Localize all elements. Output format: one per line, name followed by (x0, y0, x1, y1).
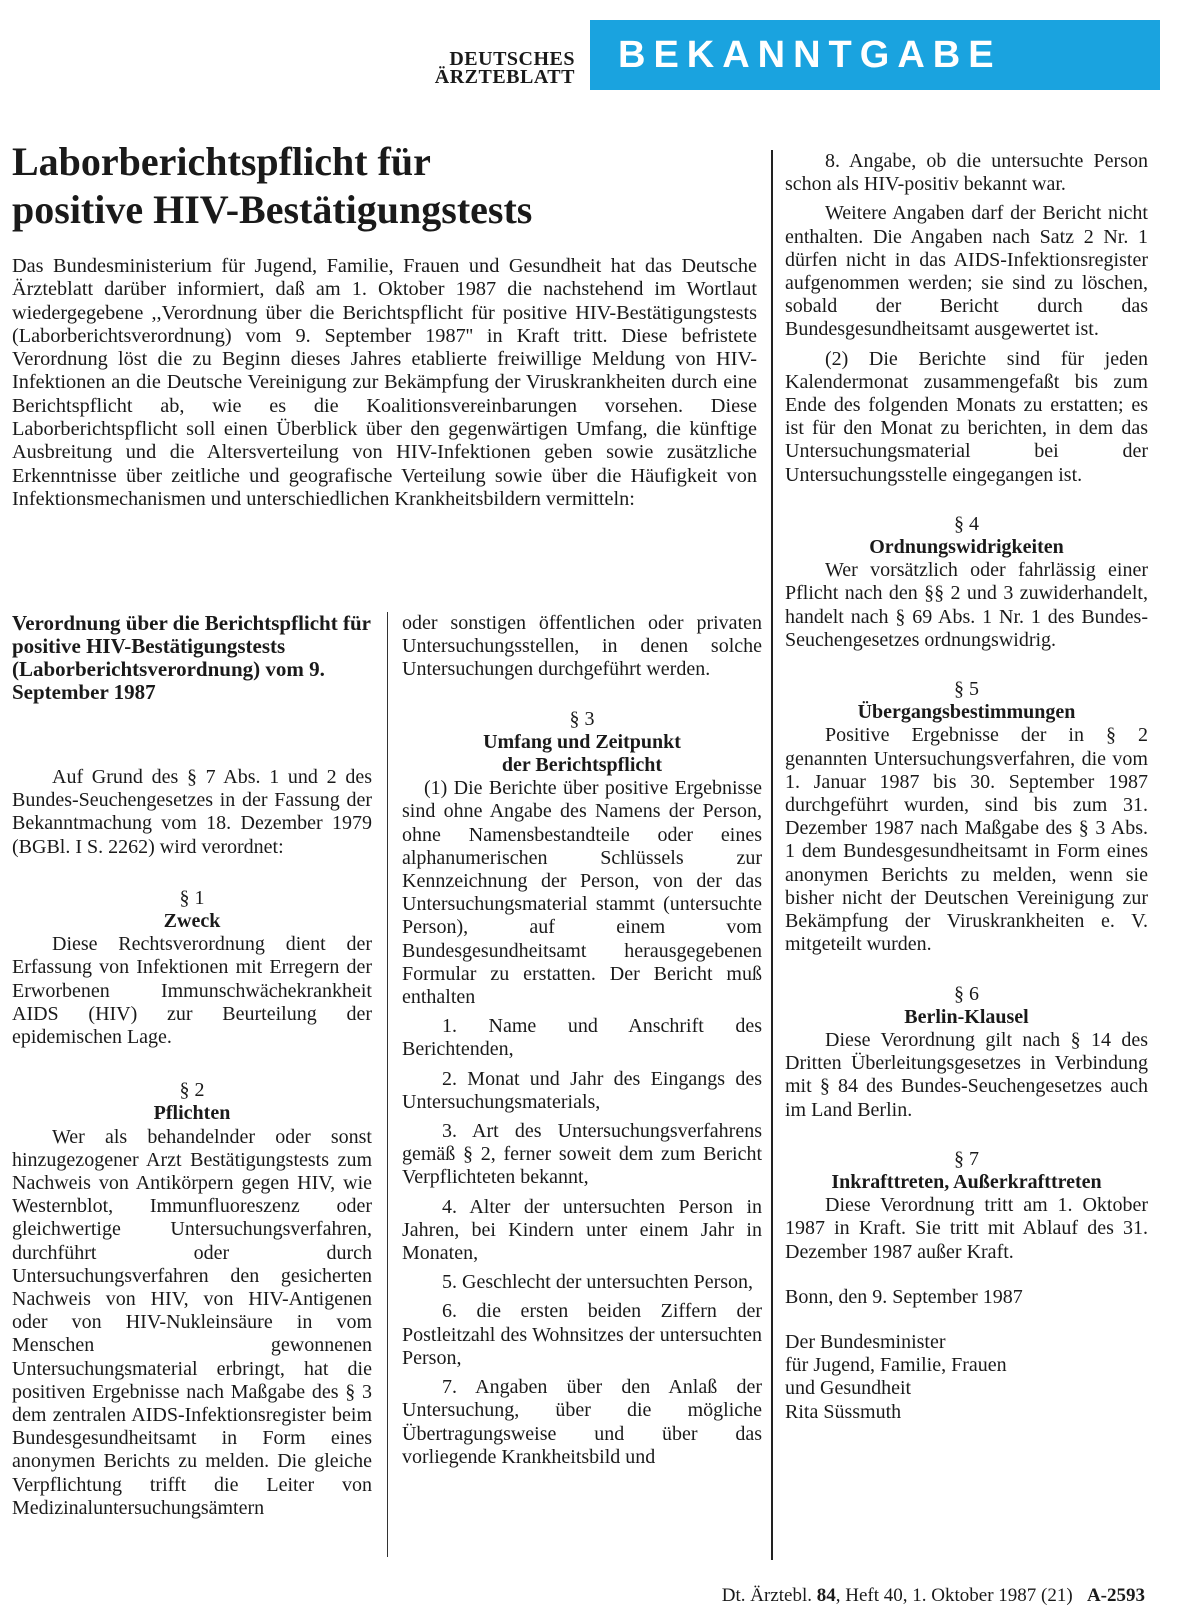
column-2 (402, 612, 762, 1469)
title-line-1: Laborberichtspflicht für (12, 139, 431, 184)
section-7-number: § 7 (954, 1147, 979, 1170)
list-item: 5. Geschlecht der untersuchten Person, (442, 1271, 754, 1294)
section-1-text: Diese Rechtsverordnung dient der Erfassung von Infektionen mit Erregern der Erworbenen Immunschwächekrankheit AIDS (HIV) zur Beurteilung der epidemischen Lage. (12, 933, 372, 1049)
section-6-title: Berlin-Klausel (904, 1005, 1029, 1028)
list-item: 7. Angaben über den Anlaß der Untersuchung, über die mögliche Übertragungsweise und über das vorliegende Krankheitsbild und (402, 1376, 762, 1468)
list-item: 6. die ersten beiden Ziffern der Postleitzahl des Wohnsitzes der untersuchten Person, (402, 1300, 762, 1369)
section-5-text: Positive Ergebnisse der in § 2 genannten Untersuchungsverfahren, die vom 1. Januar 1987 bis 30. September 1987 durchgeführt wurden, sind bis zum 31. Dezember 1987 nach Maßgabe des § 3 Abs. 1 dem Bundesgesundheitsamt in Form eines anonymen Berichts zu melden, wenn sie bisher nicht der Deutschen Vereinigung zur Bekämpfung der Viruskrankheiten e. V. mitgeteilt wurden. (785, 724, 1148, 956)
section-banner (590, 20, 1160, 90)
section-3-number: § 3 (569, 707, 595, 730)
section-3-para-1: (1) Die Berichte über positive Ergebnisse sind ohne Angabe des Namens der Person, ohne Namensbestandteile oder eines alphanumerischen Schlüssels zur Kennzeichnung der Person, von der das Untersuchungsmaterial stammt (untersuchte Person), auf einem vom Bundesgesundheitsamt herausgegebenen Formular zu erstatten. Der Bericht muß enthalten (402, 777, 762, 1009)
title-line-2: positive HIV-Bestätigungstests (12, 187, 533, 232)
journal-logo (410, 50, 575, 86)
section-3-extra: Weitere Angaben darf der Bericht nicht enthalten. Die Angaben nach Satz 2 Nr. 1 dürfen nicht in das AIDS-Infektionsregister aufgenommen werden; sie sind zu löschen, sobald der Bericht durch das Bundesgesundheitsamt ausgewertet ist. (785, 202, 1148, 341)
column-divider-left (387, 612, 388, 1557)
section-3-para-2: (2) Die Berichte sind für jeden Kalendermonat zusammengefaßt bis zum Ende des folgenden Monats zu erstatten; es ist für den Monat zu berichten, in dem das Untersuchungsmaterial bei der Untersuchungsstelle eingegangen ist. (785, 347, 1148, 486)
footer-page-number: A-2593 (1086, 1585, 1145, 1606)
signature-line: für Jugend, Familie, Frauen (785, 1354, 1007, 1377)
regulation-heading: Verordnung über die Berichtspflicht für positive HIV-Bestätigungstests (Laborberichtsverordnung) vom 9. September 1987 (12, 611, 371, 704)
preamble: Auf Grund des § 7 Abs. 1 und 2 des Bundes-Seuchengesetzes in der Fassung der Bekanntmachung vom 18. Dezember 1979 (BGBl. I S. 2262) wird verordnet: (12, 766, 372, 858)
section-6-text: Diese Verordnung gilt nach § 14 des Dritten Überleitungsgesetzes in Verbindung mit § 84 des Bundes-Seuchengesetzes auch im Land Berlin. (785, 1028, 1148, 1121)
signature-line: Der Bundesminister (785, 1330, 946, 1353)
section-2-text-continued: oder sonstigen öffentlichen oder privaten Untersuchungsstellen, in denen solche Untersuchungen durchgeführt werden. (402, 612, 762, 681)
signature-block (785, 1331, 1148, 1424)
column-1 (12, 612, 372, 1520)
page-footer (620, 1585, 1145, 1607)
section-5-number: § 5 (954, 678, 979, 701)
signature-name: Rita Süssmuth (785, 1400, 902, 1423)
list-item: 2. Monat und Jahr des Eingangs des Untersuchungsmaterials, (402, 1067, 762, 1113)
section-4-title: Ordnungswidrigkeiten (869, 536, 1064, 559)
section-7-text: Diese Verordnung tritt am 1. Oktober 1987 in Kraft. Sie tritt mit Ablauf des 31. Dezember 1987 außer Kraft. (785, 1194, 1148, 1263)
list-item: 8. Angabe, ob die untersuchte Person schon als HIV-positiv bekannt war. (785, 150, 1148, 196)
section-7-title: Inkrafttreten, Außerkrafttreten (831, 1170, 1102, 1193)
list-item: 3. Art des Untersuchungsverfahrens gemäß § 2, ferner soweit dem zum Bericht Verpflichteten bekannt, (402, 1120, 762, 1189)
section-5-title: Übergangsbestimmungen (857, 701, 1076, 724)
column-3 (785, 150, 1148, 1424)
section-2-number: § 2 (179, 1079, 205, 1102)
section-2-text: Wer als behandelnder oder sonst hinzugezogener Arzt Bestätigungstests zum Nachweis von Antikörpern gegen HIV, wie Westernblot, Immunfluoreszenz oder gleichwertige Untersuchungsverfahren, durchführt oder durch Untersuchungsverfahren den gesicherten Nachweis von HIV, von HIV-Antigenen oder von HIV-Nukleinsäure in vom Menschen gewonnenen Untersuchungsmaterial erbringt, hat die positiven Ergebnisse nach Maßgabe des § 3 dem zentralen AIDS-Infektionsregister beim Bundesgesundheitsamt in Form eines anonymen Berichts zu melden. Die gleiche Verpflichtung trifft die Leiter von Medizinaluntersuchungsämtern (12, 1125, 372, 1519)
list-item: 1. Name und Anschrift des Berichtenden, (402, 1015, 762, 1061)
section-4-number: § 4 (954, 512, 979, 535)
column-divider-right (771, 150, 773, 1560)
intro-paragraph: Das Bundesministerium für Jugend, Familie, Frauen und Gesundheit hat das Deutsche Ärzteblatt darüber informiert, daß am 1. Oktober 1987 die nachstehend im Wortlaut wiedergegebene ,,Verordnung über die Berichtspflicht für positive HIV-Bestätigungstests (Laborberichtsverordnung) vom 9. September 1987'' in Kraft tritt. Diese befristete Verordnung löst die zu Beginn dieses Jahres etablierte freiwillige Meldung von HIV-Infektionen an die Deutsche Vereinigung zur Bekämpfung der Viruskrankheiten durch eine Berichtspflicht ab, wie es die Koalitionsvereinbarungen vorsehen. Diese Laborberichtspflicht soll einen Überblick über den gegenwärtigen Umfang, die künftige Ausbreitung und die Altersverteilung von HIV-Infektionen geben sowie zusätzliche Erkenntnisse über zeitliche und geografische Verteilung sowie über die Häufigkeit von Infektionsmechanismen und unterschiedlichen Krankheitsbildern vermitteln: (12, 255, 757, 510)
section-4-text: Wer vorsätzlich oder fahrlässig einer Pflicht nach den §§ 2 und 3 zuwiderhandelt, handelt nach § 69 Abs. 1 Nr. 1 des Bundes-Seuchengesetzes ordnungswidrig. (785, 559, 1148, 651)
journal-name-line2: ÄRZTEBLATT (434, 66, 575, 88)
section-3-title-line1: Umfang und Zeitpunkt (483, 730, 681, 753)
place-date: Bonn, den 9. September 1987 (785, 1285, 1023, 1308)
list-item: 4. Alter der untersuchten Person in Jahren, bei Kindern unter einem Jahr in Monaten, (402, 1195, 762, 1265)
footer-volume: 84 (816, 1585, 836, 1606)
section-banner-label: BEKANNTGABE (618, 34, 1002, 76)
signature-line: und Gesundheit (785, 1377, 912, 1400)
footer-journal: Dt. Ärztebl. (721, 1585, 812, 1606)
section-2-title: Pflichten (153, 1102, 231, 1125)
section-3-title-line2: der Berichtspflicht (501, 754, 663, 777)
journal-name-line1: DEUTSCHES (449, 48, 575, 70)
section-1-title: Zweck (163, 910, 221, 933)
footer-issue: , Heft 40, 1. Oktober 1987 (21) (835, 1585, 1073, 1606)
section-1-number: § 1 (179, 886, 205, 909)
section-6-number: § 6 (954, 982, 979, 1005)
article-title (12, 138, 772, 234)
